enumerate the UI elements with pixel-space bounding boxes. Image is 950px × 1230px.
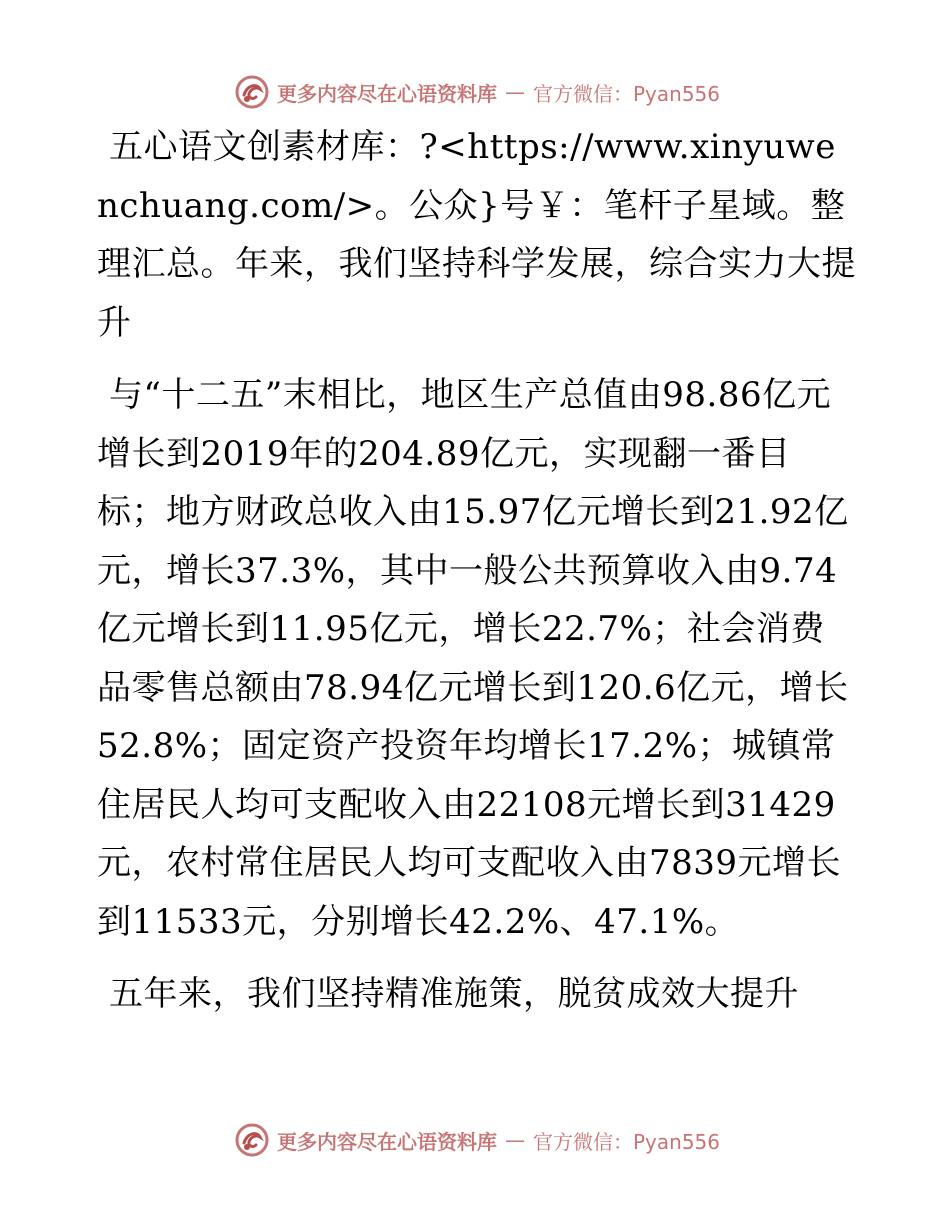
header-brand-dash: — — [505, 80, 525, 104]
header-watermark — [235, 72, 755, 112]
red-swirl-logo-icon — [235, 75, 269, 109]
footer-watermark — [235, 1120, 755, 1160]
header-brand-contact: 官方微信：Pyan556 — [533, 81, 721, 106]
paragraph-2: 与“十二五”末相比，地区生产总值由98.86亿元增长到2019年的204.89亿元，实现翻一番目标；地方财政总收入由15.97亿元增长到21.92亿元，增长37.3%，其中一般公共预算收入由9.74亿元增长到11.95亿元，增长22.7%；社会消费品零售总额由78.94亿元增长到120.6亿元，增长52.8%；固定资产投资年均增长17.2%；城镇常住居民人均可支配收入由22108元增长到31429元，农村常住居民人均可支配收入由7839元增长到11533元，分别增长42.2%、47.1%。 — [97, 375, 849, 942]
paragraph-3: 五年来，我们坚持精准施策，脱贫成效大提升 — [109, 974, 799, 1014]
red-swirl-logo-icon — [235, 1123, 269, 1157]
footer-brand-text: 更多内容尽在心语资料库 — [277, 1129, 497, 1154]
header-brand-text: 更多内容尽在心语资料库 — [277, 81, 497, 106]
footer-brand-contact: 官方微信：Pyan556 — [533, 1129, 721, 1154]
footer-brand-dash: — — [505, 1128, 525, 1152]
paragraph-1: 五心语文创素材库：?<https://www.xinyuwenchuang.com/>。公众}号￥：笔杆子星域。整理汇总。年来，我们坚持科学发展，综合实力大提升 — [97, 127, 856, 343]
document-body — [97, 118, 857, 1024]
